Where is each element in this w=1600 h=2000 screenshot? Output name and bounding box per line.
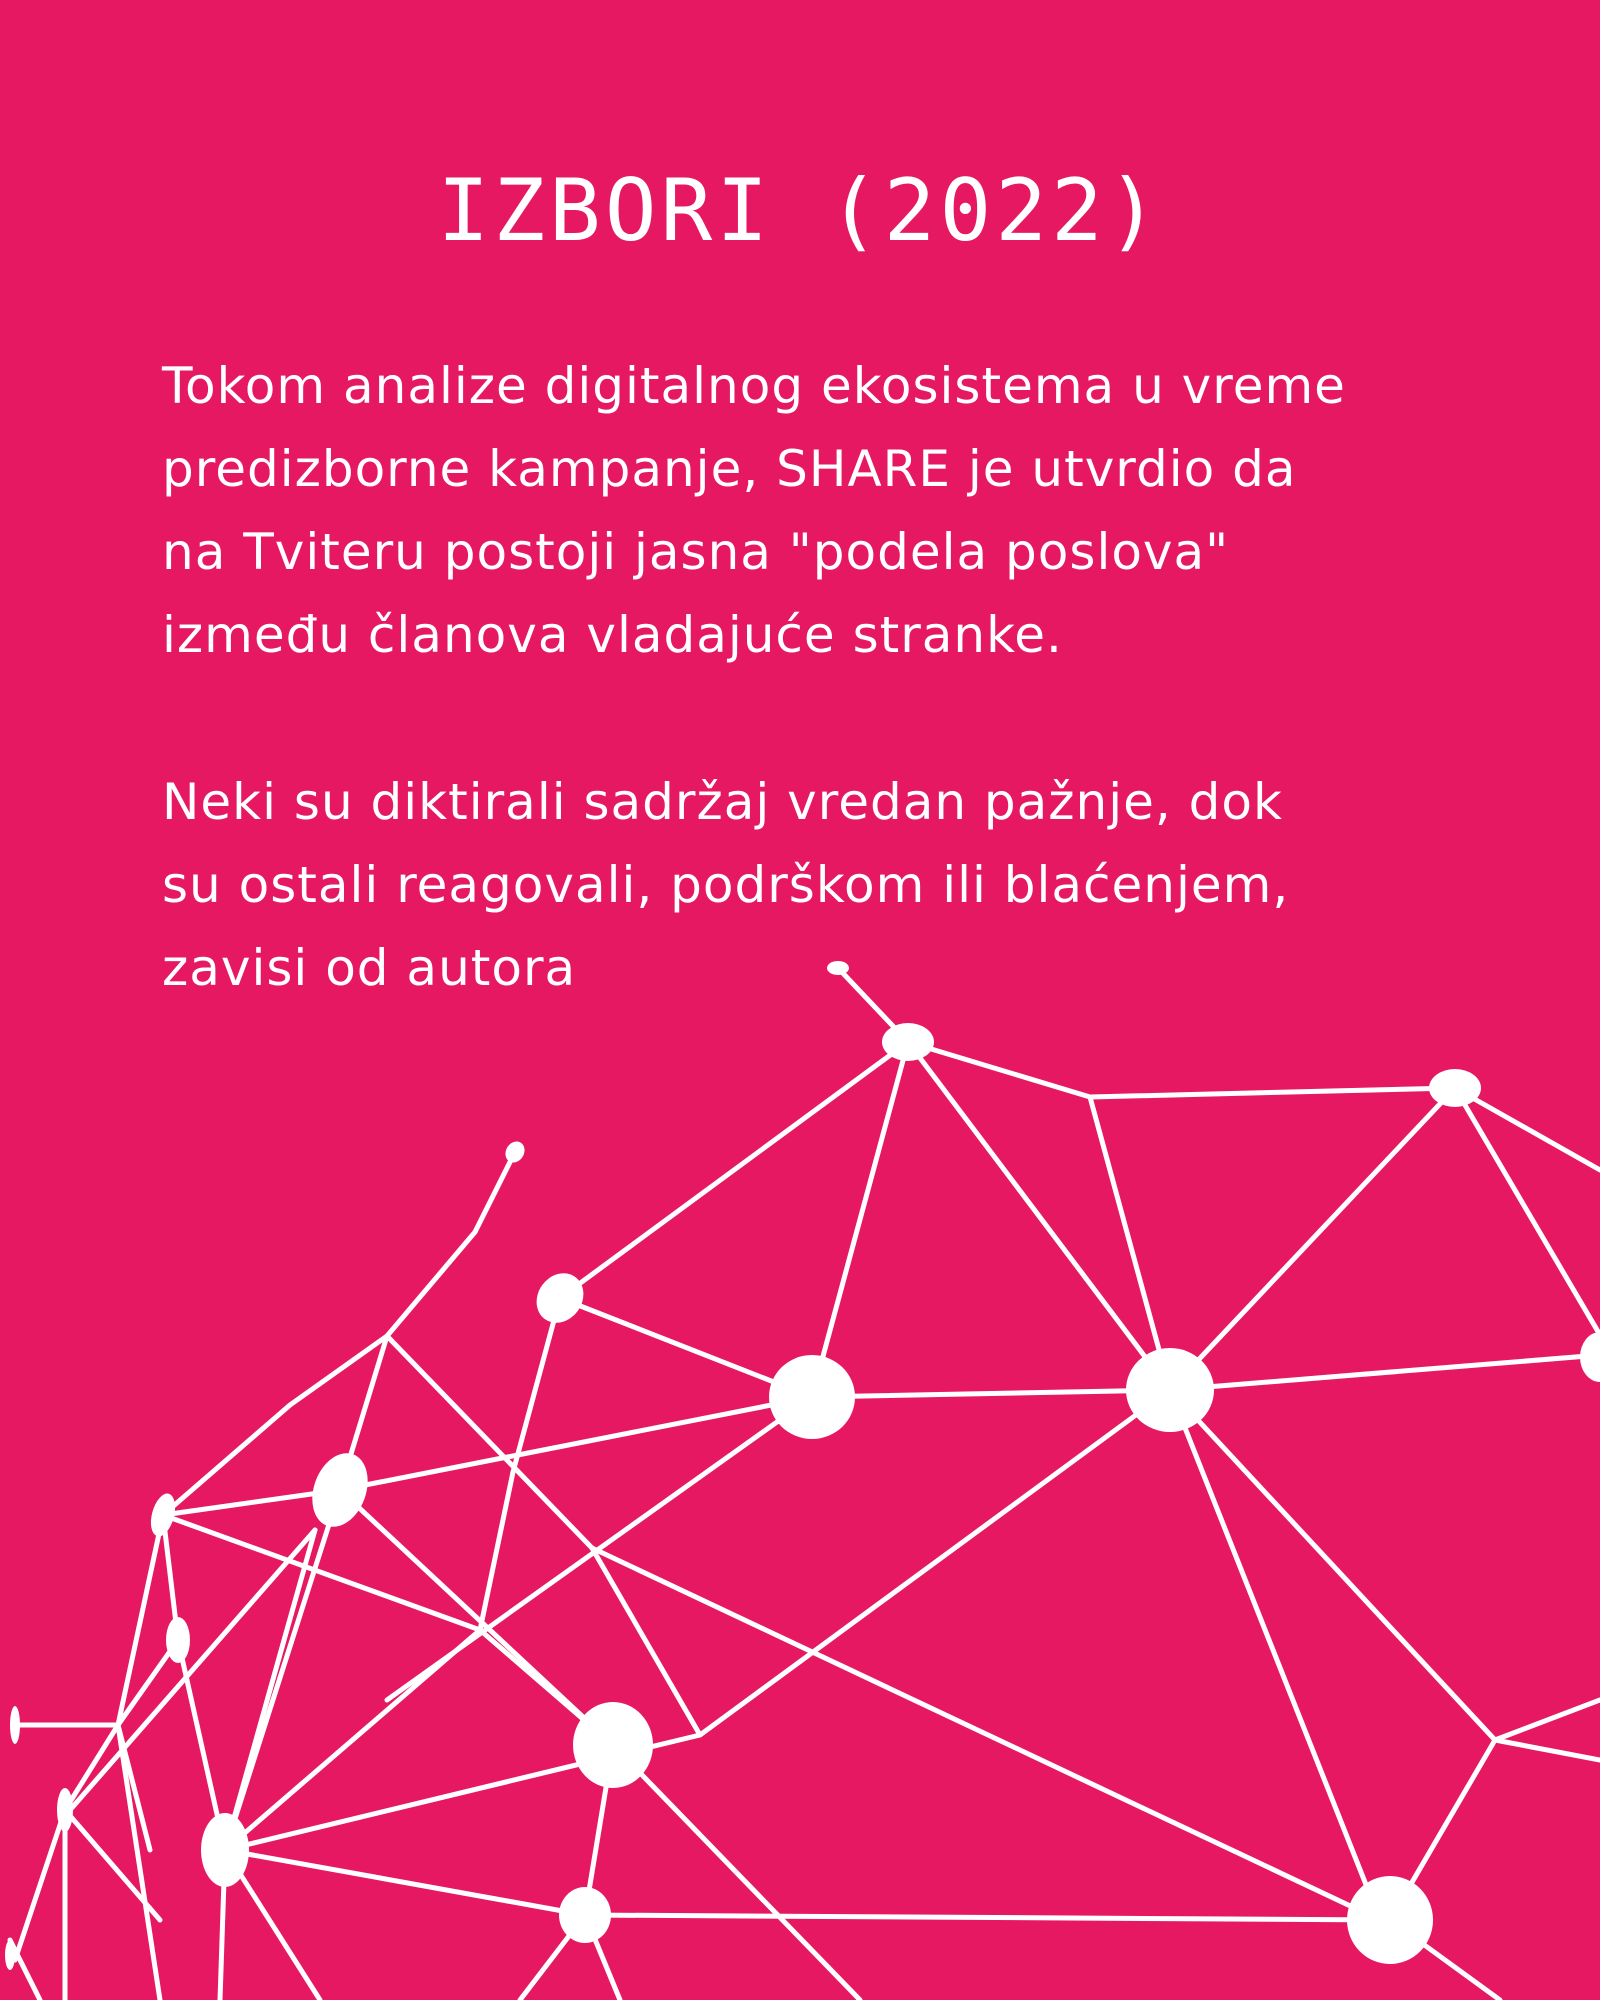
text-line: su ostali reagovali, podrškom ili blaćenjem,	[162, 856, 1290, 914]
text-line: Neki su diktirali sadržaj vredan pažnje, dok	[162, 773, 1283, 831]
paragraph-intro	[162, 345, 1462, 677]
text-line: predizborne kampanje, SHARE je utvrdio da	[162, 440, 1297, 498]
page-title: IZBORI (2022)	[437, 161, 1163, 261]
text-line: između članova vladajuće stranke.	[162, 606, 1063, 664]
paragraph-detail	[162, 761, 1462, 1010]
text-line: zavisi od autora	[162, 939, 577, 997]
text-line: na Tviteru postoji jasna "podela poslova"	[162, 523, 1230, 581]
text-line: Tokom analize digitalnog ekosistema u vreme	[162, 357, 1346, 415]
